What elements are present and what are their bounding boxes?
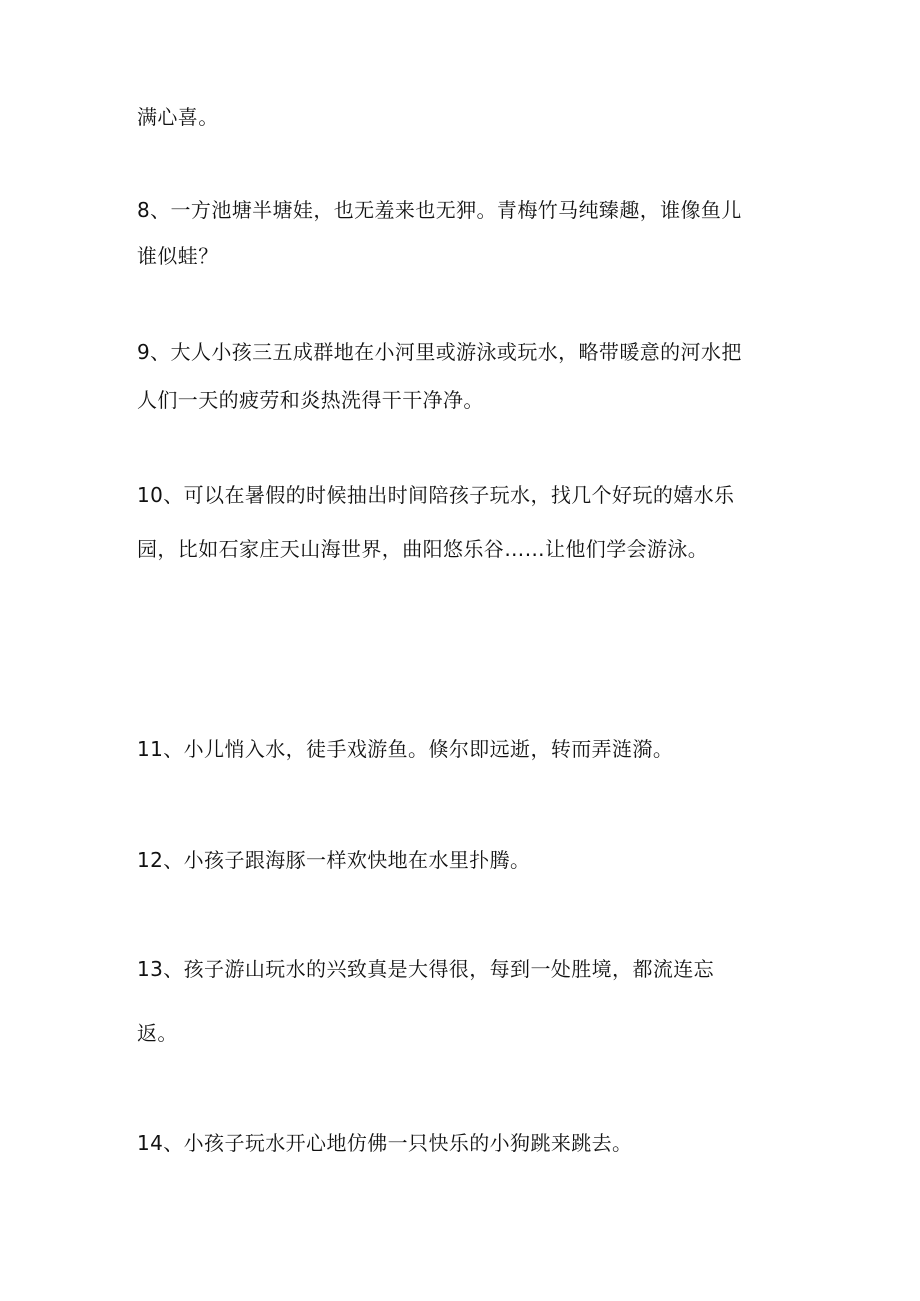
item-14: 14、小孩子玩水开心地仿佛一只快乐的小狗跳来跳去。 [137, 1131, 633, 1155]
item-11: 11、小儿悄入水，徒手戏游鱼。倏尔即远逝，转而弄涟漪。 [137, 737, 674, 761]
item-9-line-2: 人们一天的疲劳和炎热洗得干干净净。 [137, 388, 484, 412]
item-10-line-2: 园，比如石家庄天山海世界，曲阳悠乐谷……让他们学会游泳。 [137, 537, 709, 561]
item-8-line-2: 谁似蛙？ [137, 244, 219, 268]
item-13-line-1: 13、孩子游山玩水的兴致真是大得很，每到一处胜境，都流连忘 [137, 957, 715, 981]
item-7-tail: 满心喜。 [137, 105, 219, 129]
item-13-line-2: 返。 [137, 1021, 178, 1045]
item-12: 12、小孩子跟海豚一样欢快地在水里扑腾。 [137, 848, 531, 872]
item-9-line-1: 9、大人小孩三五成群地在小河里或游泳或玩水，略带暖意的河水把 [137, 340, 742, 364]
item-8-line-1: 8、一方池塘半塘娃，也无羞来也无狎。青梅竹马纯臻趣，谁像鱼儿 [137, 198, 742, 222]
item-10-line-1: 10、可以在暑假的时候抽出时间陪孩子玩水，找几个好玩的嬉水乐 [137, 483, 735, 507]
